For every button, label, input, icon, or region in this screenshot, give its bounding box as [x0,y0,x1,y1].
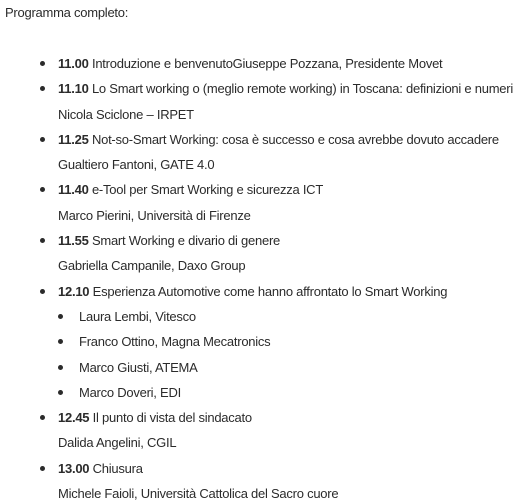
session-time: 11.00 [58,56,89,71]
session-time: 12.45 [58,410,90,426]
session-time: 11.25 [58,131,89,147]
session-time: 11.55 [58,233,89,249]
panelist-item: Marco Giusti, ATEMA [58,355,528,380]
session-title: Not-so-Smart Working: cosa è successo e cosa avrebbe dovuto accadere [91,131,499,147]
panel-list [58,304,528,405]
session-line [58,127,528,152]
program-item [58,127,528,178]
panelist-item: Franco Ottino, Magna Mecatronics [58,329,528,354]
program-item [58,405,528,456]
session-line [58,279,528,304]
session-time: 11.40 [58,182,89,198]
program-list [58,51,528,504]
session-title: Chiusura [92,460,143,476]
session-speaker: Gualtiero Fantoni, GATE 4.0 [58,157,215,173]
session-title: Introduzione e benvenutoGiuseppe Pozzana, Presidente Movet [91,56,443,71]
session-line [58,405,528,430]
session-title: Il punto di vista del sindacato [92,410,252,426]
program-item [58,76,528,127]
program-item [58,228,528,279]
session-speaker: Michele Faioli, Università Cattolica del Sacro cuore [58,486,339,502]
program-item [58,279,528,405]
panelist-item: Laura Lembi, Vitesco [58,304,528,329]
session-title: e-Tool per Smart Working e sicurezza ICT [91,182,324,198]
session-line [58,456,528,481]
session-line [58,228,528,253]
program-item [58,456,528,504]
session-title: Esperienza Automotive come hanno affrontato lo Smart Working [92,283,448,299]
session-line [58,51,528,76]
session-time: 13.00 [58,460,90,476]
program-heading: Programma completo: [5,5,129,20]
session-speaker: Nicola Sciclone – IRPET [58,106,194,122]
session-title: Smart Working e divario di genere [91,233,280,249]
session-line [58,76,528,101]
session-time: 12.10 [58,283,90,299]
session-title: Lo Smart working o (meglio remote working) in Toscana: definizioni e numeri [91,81,513,97]
session-speaker: Dalida Angelini, CGIL [58,435,177,451]
session-line [58,177,528,202]
program-item [58,177,528,228]
session-speaker: Marco Pierini, Università di Firenze [58,207,251,223]
session-speaker: Gabriella Campanile, Daxo Group [58,258,246,274]
session-time: 11.10 [58,81,89,97]
panelist-item: Marco Doveri, EDI [58,380,528,405]
program-item [58,51,528,76]
